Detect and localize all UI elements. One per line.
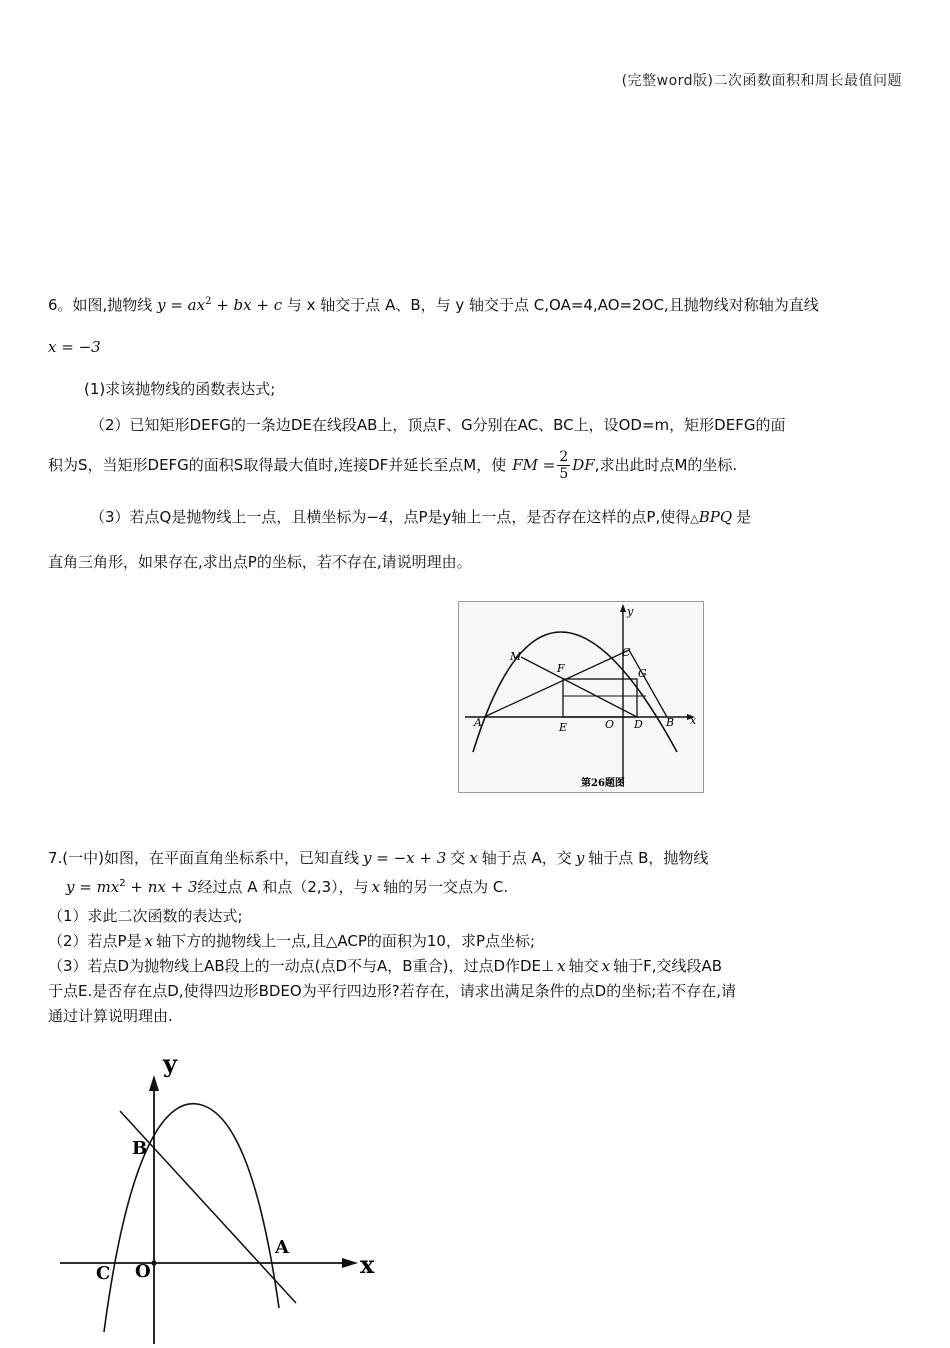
q7-part-3b: 于点E.是否存在点D,使得四边形BDEO为平行四边形?若存在，请求出满足条件的点D的坐标;若不存在,请 — [48, 982, 737, 1000]
figure-26 — [458, 601, 704, 793]
label-O: O — [135, 1261, 151, 1282]
label-D: D — [634, 718, 643, 731]
label-C: C — [96, 1263, 111, 1284]
y-axis-arrow — [149, 1075, 159, 1091]
label-C: C — [622, 646, 631, 659]
origin-point — [151, 1260, 156, 1265]
label-x: x — [690, 714, 697, 727]
q7-part-3c: 通过计算说明理由. — [48, 1007, 173, 1025]
y-axis-arrow — [620, 604, 626, 612]
x-axis-arrow — [342, 1258, 358, 1268]
parabola-curve — [473, 632, 677, 752]
label-x: x — [360, 1250, 375, 1279]
q7-part-3a: （3）若点D为抛物线上AB段上的一动点(点D不与A，B重合)，过点D作DE⊥ x 轴交 x 轴于F,交线段AB — [48, 957, 723, 975]
label-y: y — [627, 605, 634, 618]
q6-part-1: (1)求该抛物线的函数表达式; — [84, 380, 276, 398]
q6-parabola-eq: $y = ax^2$ + bx + c — [157, 296, 283, 314]
fraction-two-fifths: $\frac{2}{5}$ — [559, 449, 569, 482]
label-G: G — [638, 667, 647, 680]
figure-caption: 第26题图 — [581, 778, 625, 789]
q6-line-1 — [48, 294, 819, 315]
figure-q7 — [55, 1045, 395, 1344]
label-B: B — [132, 1138, 148, 1159]
label-B: B — [666, 716, 675, 729]
q6-part-3b: 直角三角形，如果存在,求出点P的坐标，若不存在,请说明理由。 — [48, 553, 472, 571]
document-header: (完整word版)二次函数面积和周长最值问题 — [621, 73, 902, 89]
q6-part-3a: （3）若点Q是抛物线上一点，且横坐标为−4，点P是y轴上一点，是否存在这样的点P,使得△BPQ 是 — [90, 508, 752, 526]
label-E: E — [559, 721, 568, 734]
label-O: O — [605, 718, 615, 731]
q6-text: 6。如图,抛物线 — [48, 296, 158, 314]
q6-part-2b: 积为S，当矩形DEFG的面积S取得最大值时,连接DF并延长至点M，使 FM = $\frac{2}{5}$ DF,求出此时点M的坐标. — [48, 449, 738, 482]
q7-part-2: （2）若点P是 x 轴下方的抛物线上一点,且△ACP的面积为10，求P点坐标; — [48, 932, 536, 950]
label-A: A — [275, 1237, 289, 1258]
q6-text: 与 x 轴交于点 A、B，与 y 轴交于点 C,OA=4,AO=2OC,且抛物线对称轴为直线 — [282, 296, 819, 314]
figure-26-diagram — [459, 602, 703, 792]
q7-line-2: $y = mx^2$ + nx + 3经过点 A 和点（2,3），与 x 轴的另一交点为 C. — [66, 878, 509, 896]
q7-part-1: （1）求此二次函数的表达式; — [48, 907, 243, 925]
q6-part-2a: （2）已知矩形DEFG的一条边DE在线段AB上，顶点F、G分别在AC、BC上，设OD=m，矩形DEFG的面 — [90, 416, 786, 434]
figure-q7-diagram — [55, 1045, 395, 1344]
segment-AC — [484, 650, 629, 717]
label-M: M — [510, 650, 522, 663]
q7-line-1: 7.(一中)如图，在平面直角坐标系中，已知直线 y = −x + 3 交 x 轴于点 A，交 y 轴于点 B，抛物线 — [48, 849, 709, 867]
label-y: y — [163, 1049, 177, 1078]
label-A: A — [474, 716, 482, 729]
q6-axis-eq: x = −3 — [48, 338, 101, 356]
parabola-curve — [104, 1104, 279, 1332]
label-F: F — [557, 662, 565, 675]
